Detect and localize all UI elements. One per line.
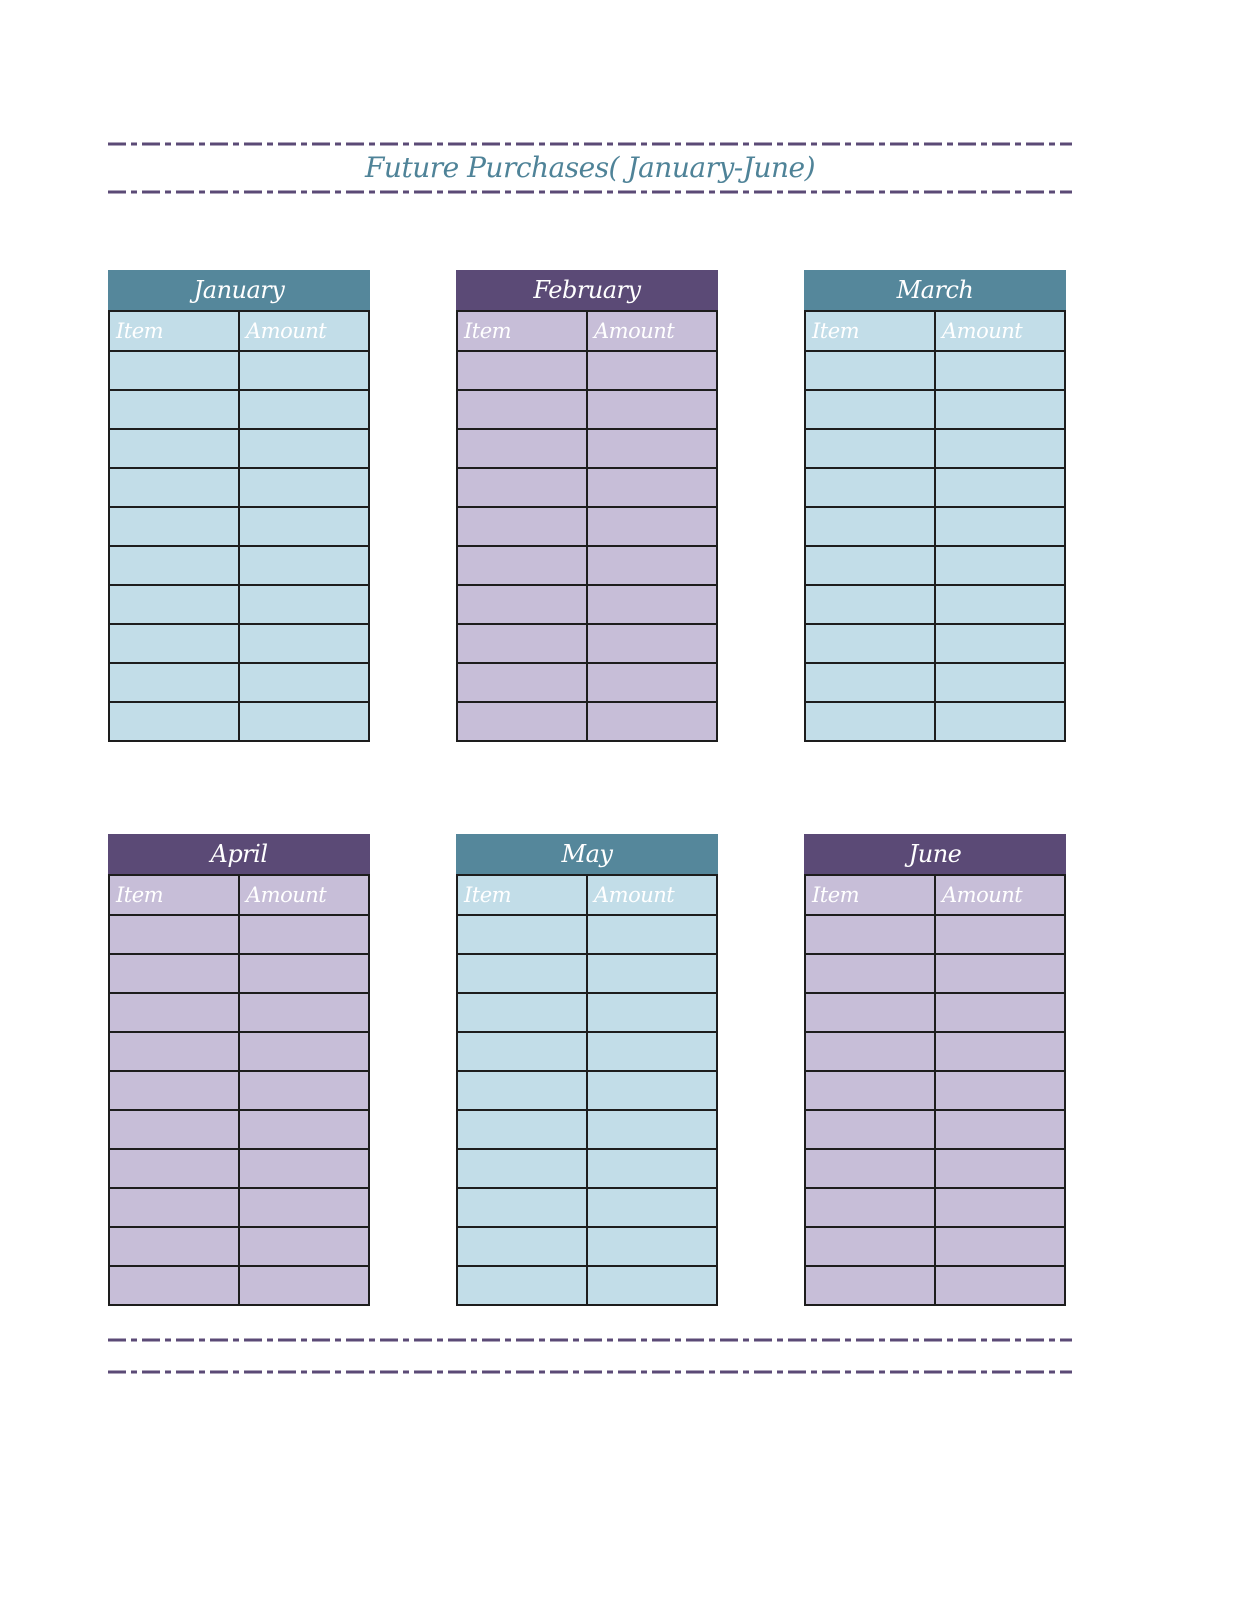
item-cell[interactable] — [457, 429, 587, 468]
purchase-table — [456, 874, 718, 1306]
table-row — [805, 585, 1065, 624]
item-cell[interactable] — [805, 954, 935, 993]
item-cell[interactable] — [457, 1032, 587, 1071]
item-cell[interactable] — [805, 468, 935, 507]
item-cell[interactable] — [109, 915, 239, 954]
amount-cell[interactable] — [935, 390, 1065, 429]
table-row — [457, 429, 717, 468]
item-cell[interactable] — [805, 507, 935, 546]
table-row — [109, 1032, 369, 1071]
table-row — [805, 1149, 1065, 1188]
table-row — [457, 468, 717, 507]
item-cell[interactable] — [457, 993, 587, 1032]
amount-cell[interactable] — [239, 954, 369, 993]
amount-column-header: Amount — [239, 875, 369, 915]
amount-cell[interactable] — [239, 915, 369, 954]
table-row — [109, 993, 369, 1032]
amount-column-header: Amount — [935, 311, 1065, 351]
item-cell[interactable] — [457, 1227, 587, 1266]
item-cell[interactable] — [457, 624, 587, 663]
table-row — [805, 624, 1065, 663]
item-cell[interactable] — [457, 1149, 587, 1188]
table-row — [805, 429, 1065, 468]
table-row — [109, 390, 369, 429]
amount-cell[interactable] — [587, 663, 717, 702]
amount-cell[interactable] — [935, 993, 1065, 1032]
purchase-table — [804, 310, 1066, 742]
table-row — [457, 546, 717, 585]
amount-cell[interactable] — [587, 468, 717, 507]
item-cell[interactable] — [805, 1110, 935, 1149]
amount-cell[interactable] — [587, 1149, 717, 1188]
item-cell[interactable] — [805, 663, 935, 702]
amount-cell[interactable] — [239, 624, 369, 663]
month-block-april — [108, 834, 370, 1306]
amount-cell[interactable] — [239, 993, 369, 1032]
table-row — [457, 507, 717, 546]
table-row — [805, 1266, 1065, 1305]
item-cell[interactable] — [457, 546, 587, 585]
table-row — [805, 702, 1065, 741]
title-bottom-dash-divider — [108, 190, 1072, 194]
item-cell[interactable] — [109, 1188, 239, 1227]
table-row — [457, 1266, 717, 1305]
month-block-may — [456, 834, 718, 1306]
table-row — [457, 702, 717, 741]
item-cell[interactable] — [457, 1266, 587, 1305]
amount-cell[interactable] — [587, 954, 717, 993]
amount-cell[interactable] — [935, 1188, 1065, 1227]
item-cell[interactable] — [457, 1110, 587, 1149]
purchase-table — [804, 874, 1066, 1306]
amount-cell[interactable] — [239, 1227, 369, 1266]
item-column-header: Item — [457, 311, 587, 351]
table-row — [109, 624, 369, 663]
amount-cell[interactable] — [935, 546, 1065, 585]
table-row — [457, 993, 717, 1032]
item-cell[interactable] — [109, 1227, 239, 1266]
table-row — [109, 546, 369, 585]
item-cell[interactable] — [457, 915, 587, 954]
table-row — [109, 1266, 369, 1305]
item-cell[interactable] — [805, 390, 935, 429]
table-row — [457, 1188, 717, 1227]
amount-cell[interactable] — [587, 702, 717, 741]
item-cell[interactable] — [109, 390, 239, 429]
amount-cell[interactable] — [935, 1227, 1065, 1266]
amount-cell[interactable] — [239, 546, 369, 585]
amount-cell[interactable] — [239, 429, 369, 468]
amount-cell[interactable] — [239, 585, 369, 624]
item-cell[interactable] — [457, 468, 587, 507]
amount-cell[interactable] — [587, 1071, 717, 1110]
table-row — [805, 915, 1065, 954]
item-cell[interactable] — [109, 1266, 239, 1305]
amount-cell[interactable] — [935, 663, 1065, 702]
amount-column-header: Amount — [935, 875, 1065, 915]
table-row — [805, 351, 1065, 390]
amount-cell[interactable] — [587, 1266, 717, 1305]
bottom-dash-divider-1 — [108, 1338, 1072, 1342]
item-cell[interactable] — [457, 585, 587, 624]
amount-cell[interactable] — [239, 1188, 369, 1227]
table-row — [805, 468, 1065, 507]
table-row — [109, 429, 369, 468]
amount-cell[interactable] — [935, 429, 1065, 468]
item-cell[interactable] — [109, 585, 239, 624]
item-cell[interactable] — [109, 663, 239, 702]
table-row — [457, 1149, 717, 1188]
month-header: June — [804, 834, 1066, 874]
amount-cell[interactable] — [587, 915, 717, 954]
amount-cell[interactable] — [587, 1032, 717, 1071]
item-cell[interactable] — [109, 546, 239, 585]
amount-cell[interactable] — [587, 1110, 717, 1149]
amount-cell[interactable] — [935, 585, 1065, 624]
item-cell[interactable] — [805, 993, 935, 1032]
purchase-table — [456, 310, 718, 742]
table-row — [109, 954, 369, 993]
amount-column-header: Amount — [239, 311, 369, 351]
amount-cell[interactable] — [587, 585, 717, 624]
amount-cell[interactable] — [239, 507, 369, 546]
amount-cell[interactable] — [239, 1110, 369, 1149]
amount-cell[interactable] — [587, 993, 717, 1032]
item-cell[interactable] — [457, 1071, 587, 1110]
amount-cell[interactable] — [935, 915, 1065, 954]
item-cell[interactable] — [109, 954, 239, 993]
item-cell[interactable] — [109, 468, 239, 507]
table-row — [805, 663, 1065, 702]
amount-cell[interactable] — [239, 702, 369, 741]
item-cell[interactable] — [457, 390, 587, 429]
month-header: May — [456, 834, 718, 874]
amount-cell[interactable] — [587, 351, 717, 390]
month-block-february — [456, 270, 718, 742]
item-column-header: Item — [805, 875, 935, 915]
item-cell[interactable] — [805, 1032, 935, 1071]
table-row — [457, 954, 717, 993]
item-cell[interactable] — [805, 1227, 935, 1266]
amount-cell[interactable] — [935, 1266, 1065, 1305]
page-title: Future Purchases( January-June) — [364, 151, 816, 184]
month-header: March — [804, 270, 1066, 310]
item-cell[interactable] — [109, 1149, 239, 1188]
amount-cell[interactable] — [587, 429, 717, 468]
item-cell[interactable] — [805, 915, 935, 954]
item-cell[interactable] — [805, 624, 935, 663]
table-row — [109, 468, 369, 507]
table-row — [457, 585, 717, 624]
amount-cell[interactable] — [935, 954, 1065, 993]
month-block-june — [804, 834, 1066, 1306]
table-row — [109, 1071, 369, 1110]
table-row — [457, 1110, 717, 1149]
amount-cell[interactable] — [935, 624, 1065, 663]
table-row — [457, 351, 717, 390]
item-cell[interactable] — [109, 351, 239, 390]
month-header: January — [108, 270, 370, 310]
table-row — [457, 915, 717, 954]
item-cell[interactable] — [109, 993, 239, 1032]
table-row — [109, 351, 369, 390]
item-column-header: Item — [457, 875, 587, 915]
table-row — [109, 1188, 369, 1227]
table-row — [109, 702, 369, 741]
amount-cell[interactable] — [587, 507, 717, 546]
amount-column-header: Amount — [587, 311, 717, 351]
table-row — [457, 624, 717, 663]
amount-cell[interactable] — [935, 1149, 1065, 1188]
amount-cell[interactable] — [239, 1071, 369, 1110]
table-row — [805, 1227, 1065, 1266]
amount-cell[interactable] — [239, 1149, 369, 1188]
amount-cell[interactable] — [935, 507, 1065, 546]
item-cell[interactable] — [457, 1188, 587, 1227]
item-cell[interactable] — [457, 663, 587, 702]
table-row — [805, 1071, 1065, 1110]
amount-column-header: Amount — [587, 875, 717, 915]
item-cell[interactable] — [805, 1149, 935, 1188]
table-row — [805, 546, 1065, 585]
item-cell[interactable] — [457, 351, 587, 390]
item-cell[interactable] — [109, 1032, 239, 1071]
item-column-header: Item — [109, 311, 239, 351]
table-row — [805, 954, 1065, 993]
item-cell[interactable] — [805, 1071, 935, 1110]
amount-cell[interactable] — [587, 546, 717, 585]
item-cell[interactable] — [109, 1071, 239, 1110]
top-dash-divider — [108, 142, 1072, 146]
table-row — [457, 1227, 717, 1266]
item-cell[interactable] — [109, 429, 239, 468]
month-block-january — [108, 270, 370, 742]
purchase-table — [108, 310, 370, 742]
table-row — [805, 507, 1065, 546]
amount-cell[interactable] — [935, 351, 1065, 390]
table-row — [805, 993, 1065, 1032]
amount-cell[interactable] — [239, 390, 369, 429]
month-block-march — [804, 270, 1066, 742]
item-cell[interactable] — [805, 585, 935, 624]
item-cell[interactable] — [805, 351, 935, 390]
item-cell[interactable] — [109, 702, 239, 741]
table-row — [805, 1110, 1065, 1149]
amount-cell[interactable] — [587, 1188, 717, 1227]
table-row — [805, 1032, 1065, 1071]
table-row — [457, 1032, 717, 1071]
table-row — [457, 390, 717, 429]
table-row — [805, 390, 1065, 429]
item-column-header: Item — [805, 311, 935, 351]
bottom-dash-divider-2 — [108, 1370, 1072, 1374]
item-cell[interactable] — [457, 954, 587, 993]
table-row — [805, 1188, 1065, 1227]
month-header: April — [108, 834, 370, 874]
purchase-table — [108, 874, 370, 1306]
amount-cell[interactable] — [239, 1032, 369, 1071]
item-cell[interactable] — [805, 1266, 935, 1305]
table-row — [109, 915, 369, 954]
table-row — [457, 1071, 717, 1110]
item-column-header: Item — [109, 875, 239, 915]
amount-cell[interactable] — [935, 468, 1065, 507]
table-row — [109, 507, 369, 546]
item-cell[interactable] — [109, 624, 239, 663]
item-cell[interactable] — [805, 702, 935, 741]
amount-cell[interactable] — [239, 351, 369, 390]
table-row — [109, 1227, 369, 1266]
table-row — [109, 585, 369, 624]
amount-cell[interactable] — [239, 663, 369, 702]
item-cell[interactable] — [109, 507, 239, 546]
item-cell[interactable] — [805, 1188, 935, 1227]
item-cell[interactable] — [805, 429, 935, 468]
amount-cell[interactable] — [587, 624, 717, 663]
table-row — [109, 1110, 369, 1149]
amount-cell[interactable] — [935, 702, 1065, 741]
amount-cell[interactable] — [935, 1110, 1065, 1149]
amount-cell[interactable] — [239, 468, 369, 507]
amount-cell[interactable] — [587, 390, 717, 429]
item-cell[interactable] — [457, 507, 587, 546]
item-cell[interactable] — [109, 1110, 239, 1149]
table-row — [109, 1149, 369, 1188]
amount-cell[interactable] — [935, 1032, 1065, 1071]
item-cell[interactable] — [457, 702, 587, 741]
amount-cell[interactable] — [587, 1227, 717, 1266]
amount-cell[interactable] — [239, 1266, 369, 1305]
table-row — [457, 663, 717, 702]
month-header: February — [456, 270, 718, 310]
table-row — [109, 663, 369, 702]
item-cell[interactable] — [805, 546, 935, 585]
amount-cell[interactable] — [935, 1071, 1065, 1110]
